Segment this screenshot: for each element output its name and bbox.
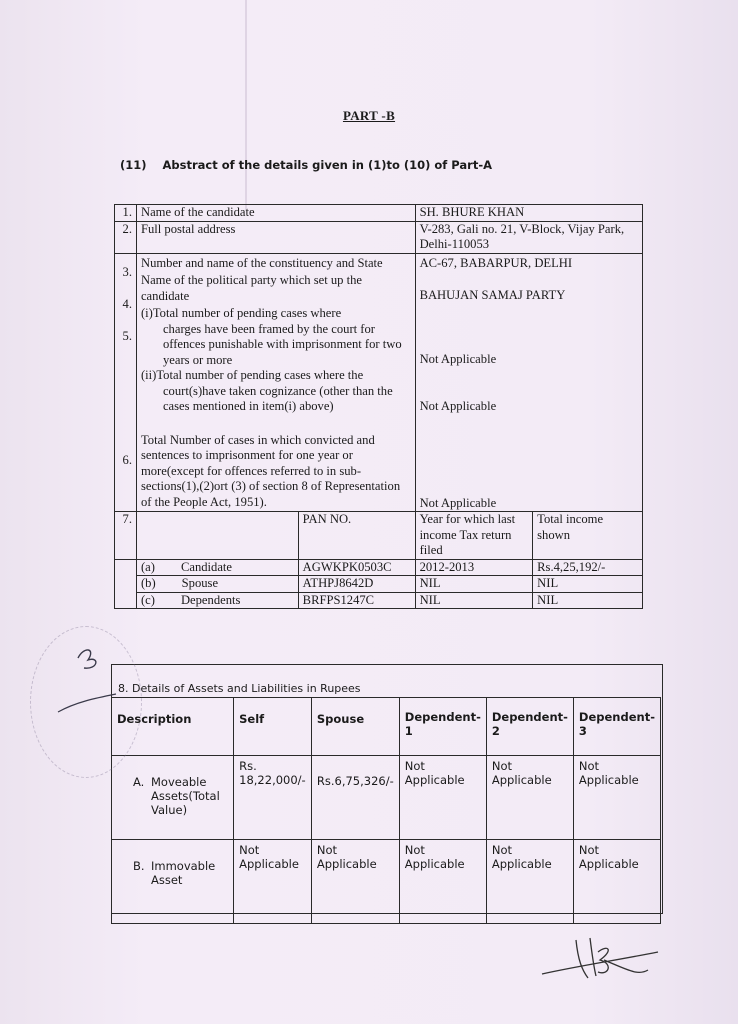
abstract-number: (11) [120,158,147,172]
row-value: Not Applicable [419,399,497,413]
value-cell: Not Applicable [573,840,660,924]
signature-stroke [542,938,658,978]
row-label: Name of the candidate [136,205,415,222]
header-income: Total income shown [533,512,643,560]
header-dependent-3: Dependent-3 [573,698,660,756]
table-row [115,512,643,560]
row-label: (ii)Total number of pending cases where the [140,368,364,382]
table-row [115,221,643,253]
value-cell: Not Applicable [486,756,573,840]
header-spouse: Spouse [311,698,399,756]
person-tag: (b) [140,576,156,590]
header-dependent-2: Dependent-2 [486,698,573,756]
row-description: Immovable Asset [151,859,216,887]
candidate-details-table [114,204,643,609]
table-row [112,756,661,840]
income-cell: NIL [533,576,643,593]
row-number: 3. [122,264,132,279]
row-value-group [415,253,642,512]
row-description: Moveable Assets(Total Value) [151,775,220,817]
row-value: Not Applicable [419,351,497,366]
income-cell: NIL [533,592,643,609]
row-number: 7. [115,512,137,560]
assets-table [111,697,661,924]
person-tag: (c) [140,592,155,607]
row-label: (i)Total number of pending cases where [140,306,342,320]
row-label: court(s)have taken cognizance (other than the cases mentioned in item(i) above) [162,383,393,413]
pan-cell: AGWKPK0503C [298,559,415,576]
row-label: Name of the political party which set up the candidate [140,273,362,303]
row-number-group [115,253,137,512]
table-row [115,559,643,576]
stamp-handwriting [56,640,146,730]
description-cell [112,840,234,924]
person-who: Candidate [180,559,233,574]
paper-fold-line [245,0,247,210]
row-label: charges have been framed by the court for offences punishable with imprisonment for two years or more [162,321,402,367]
year-cell: NIL [415,592,533,609]
row-number: 1. [115,205,137,222]
abstract-heading [120,158,492,172]
header-description: Description [112,698,234,756]
table-row [115,592,643,609]
person-label [136,592,298,609]
person-who: Dependents [180,592,241,607]
pan-cell: ATHPJ8642D [298,576,415,593]
row-value: Not Applicable [419,495,497,510]
value-cell: Not Applicable [399,756,486,840]
row-label: Total Number of cases in which convicted and sentences to imprisonment for one year or more(except for offences referred to in sub-sections(1),(2)ort (3) of section 8 of Representation of the People Act, 1951). [140,432,401,509]
row-value: BAHUJAN SAMAJ PARTY [419,288,566,302]
value-cell: Not Applicable [486,840,573,924]
header-self: Self [234,698,312,756]
pan-cell: BRFPS1247C [298,592,415,609]
row-letter: A. [133,775,145,789]
header-dependent-1: Dependent-1 [399,698,486,756]
row-number: 6. [122,452,132,467]
value-cell: Rs. 18,22,000/- [234,756,312,840]
header-empty [136,512,298,560]
person-who: Spouse [181,576,219,590]
header-pan: PAN NO. [298,512,415,560]
row-label: Full postal address [136,221,415,253]
row-value: SH. BHURE KHAN [415,205,642,222]
person-label [136,559,298,576]
year-cell: 2012-2013 [415,559,533,576]
header-year: Year for which last income Tax return filed [415,512,533,560]
abstract-text: Abstract of the details given in (1)to (10) of Part-A [162,158,493,172]
table-row [112,840,661,924]
income-cell: Rs.4,25,192/- [533,559,643,576]
description-cell [112,756,234,840]
table-row [115,205,643,222]
part-title: PART -B [342,108,396,123]
row-label-group [136,253,415,512]
value-cell: Not Applicable [399,840,486,924]
table-row [115,253,643,512]
table-header-row [112,698,661,756]
row-number: 5. [122,328,132,343]
stamp-initial-stroke [78,650,96,668]
value-cell: Not Applicable [573,756,660,840]
assets-title: 8. Details of Assets and Liabilities in Rupees [118,682,361,695]
value-cell: Rs.6,75,326/- [311,756,399,840]
signature [538,930,668,990]
year-cell: NIL [415,576,533,593]
row-number: 4. [122,296,132,311]
row-number: 2. [115,221,137,253]
value-cell: Not Applicable [311,840,399,924]
row-letter: B. [133,859,145,873]
stamp-date-stroke [58,694,116,712]
person-tag: (a) [140,559,155,574]
row-value: V-283, Gali no. 21, V-Block, Vijay Park, Delhi-110053 [415,221,642,253]
value-cell: Not Applicable [234,840,312,924]
row-value: AC-67, BABARPUR, DELHI [419,255,573,270]
table-row [115,576,643,593]
row-label: Number and name of the constituency and State [140,255,383,270]
person-label [136,576,298,593]
